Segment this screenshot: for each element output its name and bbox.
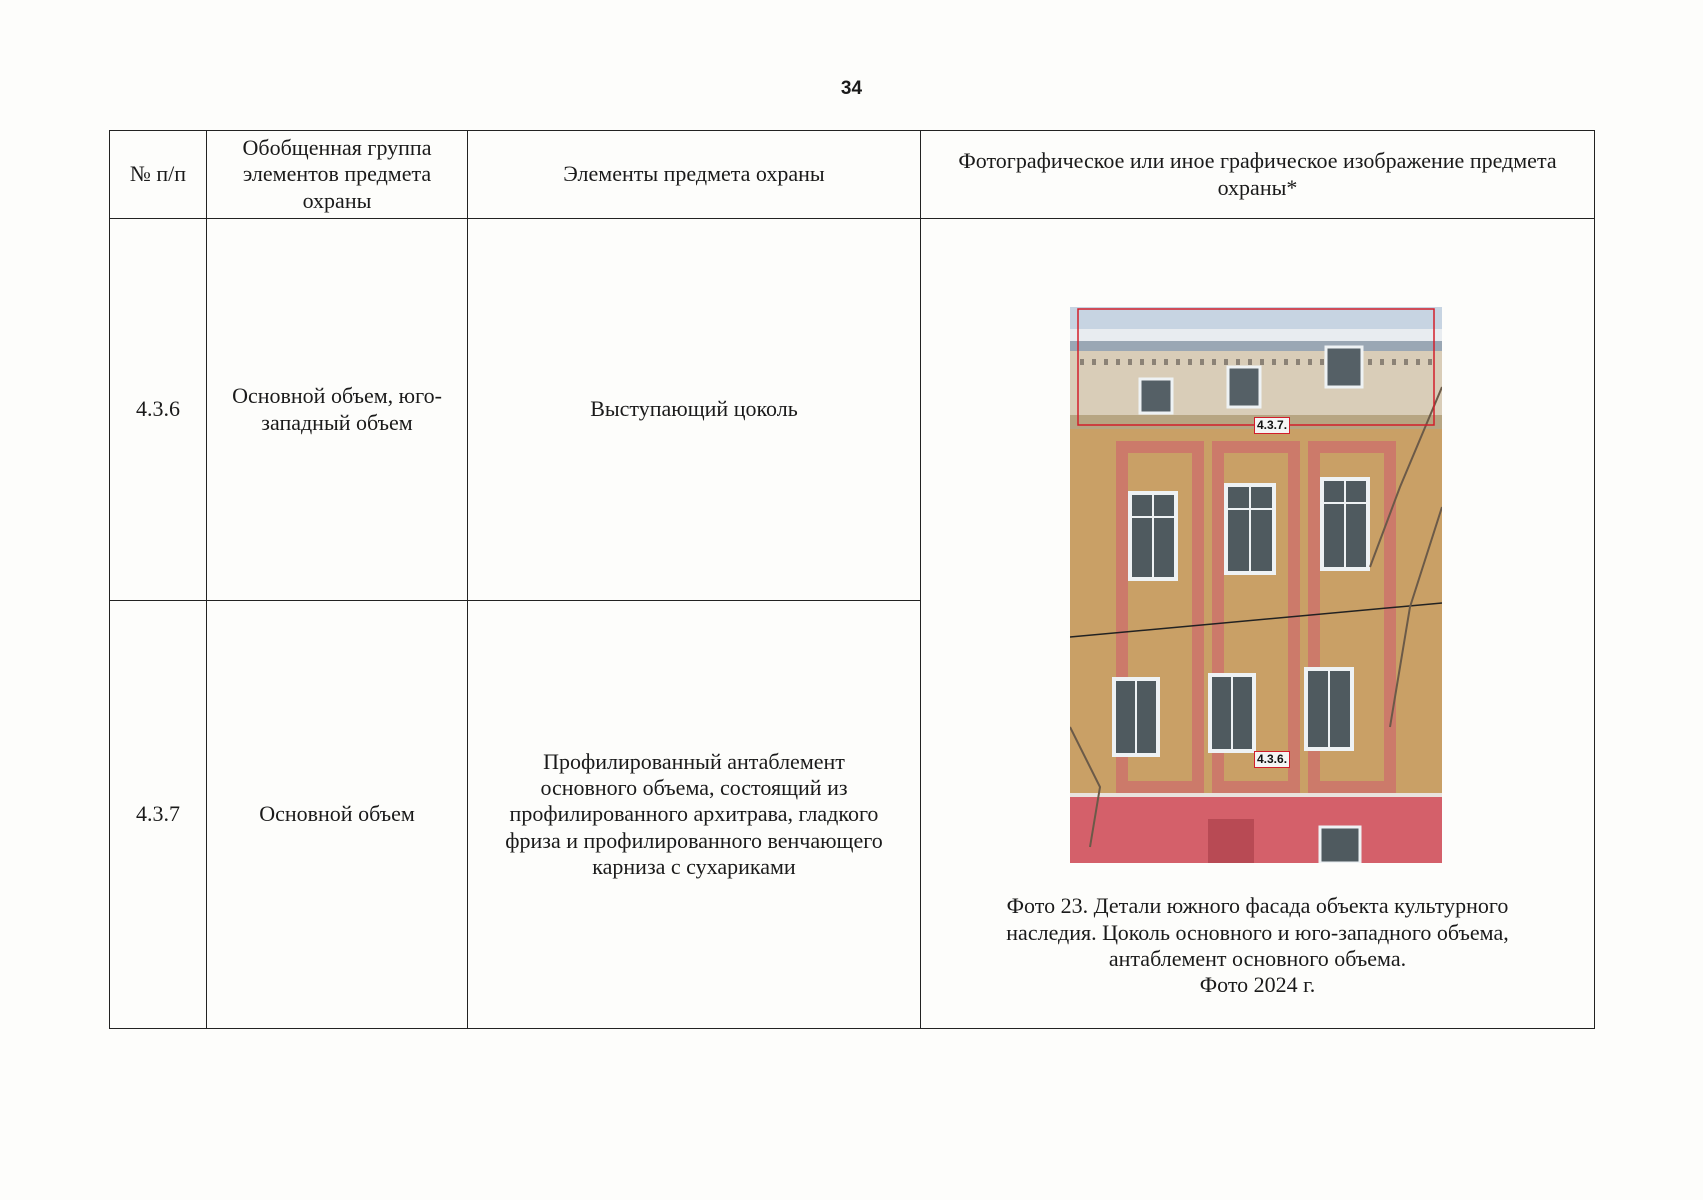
row-elements: Выступающий цоколь — [468, 219, 921, 601]
facade-photo — [1070, 307, 1442, 863]
row-num: 4.3.6 — [110, 219, 207, 601]
row-num: 4.3.7 — [110, 601, 207, 1029]
table-row — [110, 219, 1595, 601]
caption-line: наследия. Цоколь основного и юго-западного объема, — [1006, 919, 1509, 945]
caption-line: Фото 2024 г. — [1199, 972, 1316, 998]
caption-line: Фото 23. Детали южного фасада объекта культурного — [1006, 893, 1509, 919]
row-elements: Профилированный антаблемент основного объема, состоящий из профилированного архитрава, гладкого фриза и профилированного венчающего карниза с сухариками — [468, 601, 921, 1029]
header-image: Фотографическое или иное графическое изображение предмета охраны* — [921, 131, 1595, 219]
photo-caption — [921, 893, 1594, 999]
table-header-row — [110, 131, 1595, 219]
photo-label-4-3-7: 4.3.7. — [1254, 417, 1290, 434]
header-elements: Элементы предмета охраны — [468, 131, 921, 219]
header-num: № п/п — [110, 131, 207, 219]
protection-table — [109, 130, 1595, 1029]
page-number: 34 — [840, 78, 863, 99]
header-group: Обобщенная группа элементов предмета охраны — [207, 131, 468, 219]
row-group: Основной объем, юго-западный объем — [207, 219, 468, 601]
photo-cell — [921, 219, 1595, 1029]
caption-line: антаблемент основного объема. — [1108, 945, 1407, 971]
photo-label-4-3-6: 4.3.6. — [1254, 751, 1290, 768]
row-group: Основной объем — [207, 601, 468, 1029]
